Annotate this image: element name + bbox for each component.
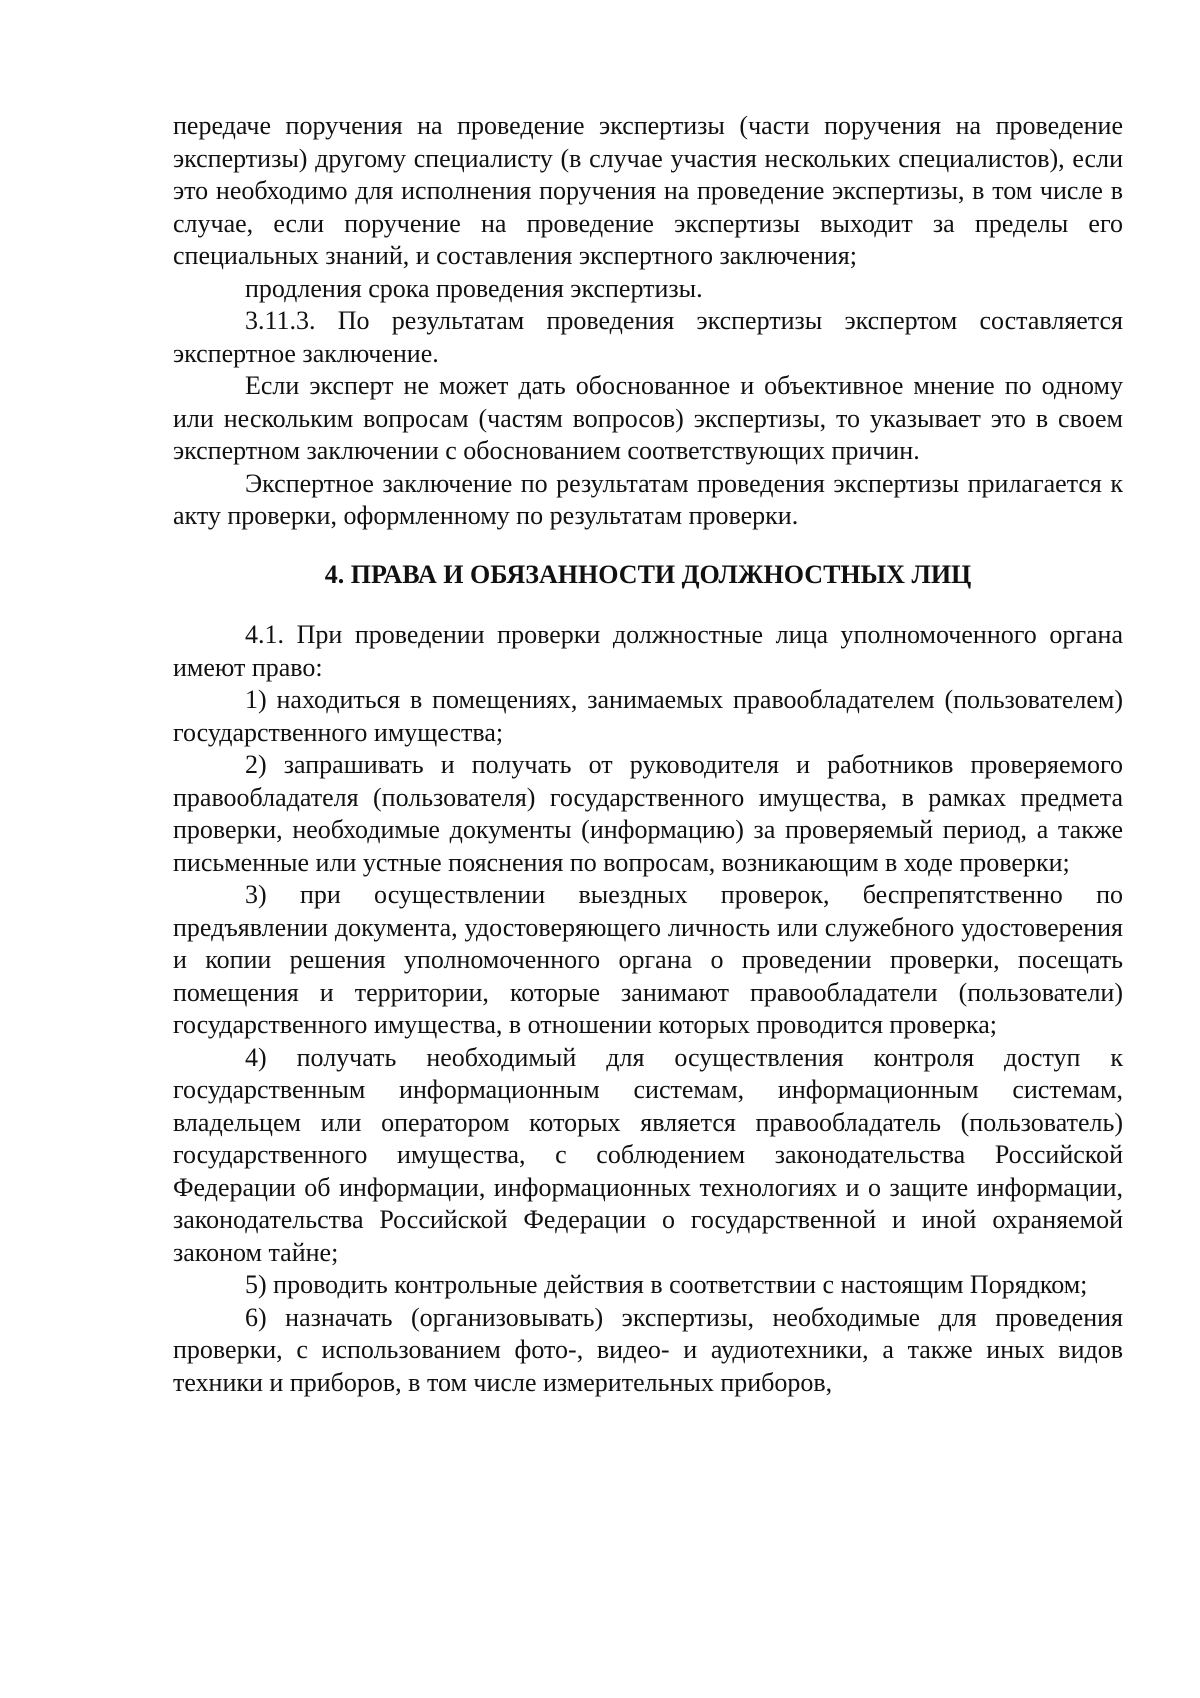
paragraph-expert-opinion: Если эксперт не может дать обоснованное и объективное мнение по одному или нескольким вопросам (частям вопросов) экспертизы, то указывает это в своем экспертном заключении с обоснованием соответствующих причин.: [173, 371, 1123, 465]
paragraph-3-11-3: 3.11.3. По результатам проведения экспертизы экспертом составляется экспертное заключение.: [173, 306, 1123, 368]
paragraph-expert-conclusion: Экспертное заключение по результатам проведения экспертизы прилагается к акту проверки, оформленному по результатам проверки.: [173, 468, 1123, 530]
list-item-1: 1) находиться в помещениях, занимаемых правообладателем (пользователем) государственного имущества;: [173, 685, 1123, 747]
list-item-6: 6) назначать (организовывать) экспертизы, необходимые для проведения проверки, с использованием фото-, видео- и аудиотехники, а также иных видов техники и приборов, в том числе измерительных приборов,: [173, 1302, 1123, 1397]
list-item-5: 5) проводить контрольные действия в соответствии с настоящим Порядком;: [245, 1270, 1088, 1299]
paragraph-extension: продления срока проведения экспертизы.: [245, 273, 703, 303]
paragraph-4-1: 4.1. При проведении проверки должностные лица уполномоченного органа имеют право:: [173, 620, 1123, 682]
list-item-4: 4) получать необходимый для осуществления контроля доступ к государственным информационным системам, информационным системам, владельцем или оператором которых является правообладатель (пользователь) государственного имущества, с соблюдением законодательства Российской Федерации об информации, информационных технологиях и о защите информации, законодательства Российской Федерации о государственной и иной охраняемой законом тайне;: [173, 1042, 1123, 1267]
list-item-3: 3) при осуществлении выездных проверок, беспрепятственно по предъявлении документа, удостоверяющего личность или служебного удостоверения и копии решения уполномоченного органа о проведении проверки, посещать помещения и территории, которые занимают правообладатели (пользователи) государственного имущества, в отношении которых проводится проверка;: [173, 880, 1123, 1039]
section-heading: 4. ПРАВА И ОБЯЗАННОСТИ ДОЛЖНОСТНЫХ ЛИЦ: [324, 559, 972, 589]
list-item-2: 2) запрашивать и получать от руководителя и работников проверяемого правообладателя (пользователя) государственного имущества, в рамках предмета проверки, необходимые документы (информацию) за проверяемый период, а также письменные или устные пояснения по вопросам, возникающим в ходе проверки;: [173, 750, 1123, 877]
document-body: [173, 110, 1123, 1399]
paragraph-expertise-transfer: передаче поручения на проведение экспертизы (части поручения на проведение экспертизы) другому специалисту (в случае участия нескольких специалистов), если это необходимо для исполнения поручения на проведение экспертизы, в том числе в случае, если поручение на проведение экспертизы выходит за пределы его специальных знаний, и составления экспертного заключения;: [173, 111, 1123, 270]
